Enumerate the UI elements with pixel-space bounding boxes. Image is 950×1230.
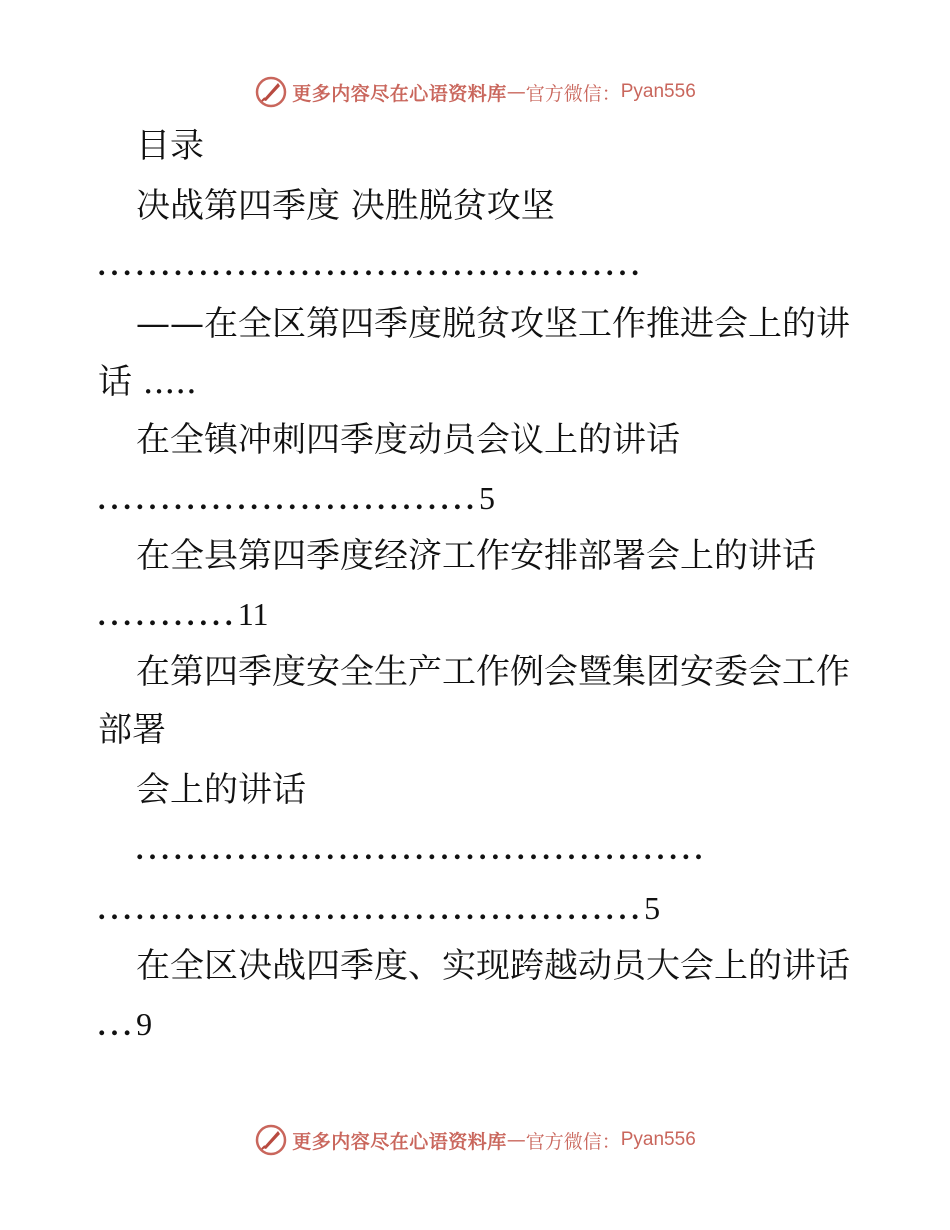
toc-entry-4-title-cont: 部署 — [98, 710, 166, 750]
quill-logo-icon — [254, 1123, 288, 1157]
watermark-footer — [0, 1120, 950, 1160]
toc-entry-4-title-cont2: 会上的讲话 — [136, 770, 306, 810]
toc-entry-2-dots: .............................. — [98, 483, 479, 516]
toc-entry-1-subtitle: ——在全区第四季度脱贫攻坚工作推进会上的讲 — [136, 304, 850, 344]
watermark-separator: — — [506, 81, 526, 103]
toc-entry-4-dots-2: ........................................... — [98, 893, 645, 926]
watermark-label: 官方微信： — [525, 82, 621, 105]
toc-entry-4-title: 在第四季度安全生产工作例会暨集团安委会工作 — [136, 652, 850, 692]
toc-entry-4-leader — [0, 888, 950, 930]
toc-entry-5-leader — [0, 1004, 950, 1046]
toc-entry-2-leader — [0, 478, 950, 520]
toc-entry-3-page: 11 — [237, 596, 269, 632]
toc-entry-4-page: 5 — [644, 890, 661, 926]
toc-entry-3-leader — [0, 594, 950, 636]
toc-entry-5-title: 在全区决战四季度、实现跨越动员大会上的讲话 — [136, 946, 850, 986]
watermark-header — [0, 72, 950, 112]
watermark-wechat-id: Pyan556 — [620, 1129, 696, 1150]
quill-logo-icon — [254, 75, 288, 109]
watermark-wechat-id: Pyan556 — [620, 81, 696, 102]
toc-entry-2-page: 5 — [479, 480, 495, 516]
toc-entry-5-page: 9 — [136, 1006, 153, 1042]
watermark-main-text: 更多内容尽在心语资料库 — [292, 1130, 507, 1153]
toc-entry-1-subtitle-cont: 话 ..... — [98, 362, 197, 402]
toc-entry-3-title: 在全县第四季度经济工作安排部署会上的讲话 — [136, 536, 816, 576]
toc-entry-2-title: 在全镇冲刺四季度动员会议上的讲话 — [136, 420, 680, 460]
toc-entry-1-title: 决战第四季度 决胜脱贫攻坚 — [136, 186, 555, 226]
toc-heading: 目录 — [136, 126, 204, 166]
toc-entry-4-dots: ............................................. — [136, 833, 708, 866]
toc-entry-3-dots: ........... — [98, 599, 238, 632]
watermark-label: 官方微信： — [525, 1130, 621, 1153]
toc-entry-1-dots: ........................................... — [98, 249, 645, 282]
watermark-main-text: 更多内容尽在心语资料库 — [292, 82, 507, 105]
toc-entry-5-dots: ... — [98, 1009, 137, 1042]
watermark-separator: — — [506, 1129, 526, 1151]
